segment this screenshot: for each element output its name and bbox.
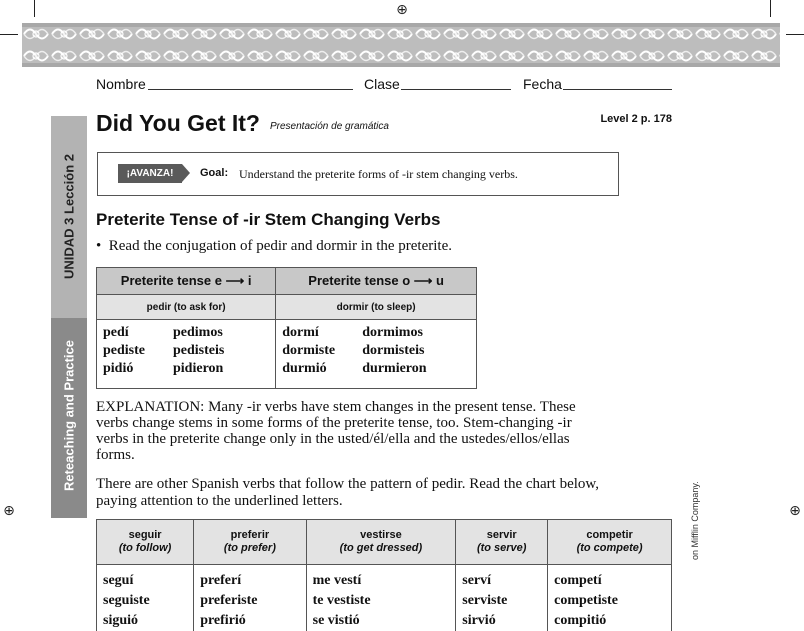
sidebar-unit-label: UNIDAD 3 Lección 2	[62, 147, 77, 287]
level-reference: Level 2 p. 178	[600, 113, 672, 125]
verb-gloss: (to follow)	[119, 542, 172, 554]
conj-header-e-i: Preterite tense e ⟶ i	[97, 268, 276, 295]
dormir-forms	[276, 320, 477, 389]
verb-gloss: (to prefer)	[224, 542, 276, 554]
conj-form: dormisteis	[362, 343, 462, 359]
avanza-badge: ¡AVANZA!	[118, 164, 182, 183]
verb-forms-cell	[456, 565, 548, 631]
registration-mark-icon: ⊕	[2, 504, 16, 518]
verb-forms-cell	[194, 565, 306, 631]
verb-forms-cell	[548, 565, 672, 631]
fecha-label: Fecha	[523, 76, 562, 92]
verb-form: serví	[462, 571, 547, 591]
verb-gloss: (to compete)	[577, 542, 643, 554]
conj-form: pedí	[103, 325, 173, 341]
verb-header	[548, 520, 672, 565]
conj-form: pediste	[103, 343, 173, 359]
verb-name: vestirse	[360, 529, 402, 541]
goal-text: Understand the preterite forms of -ir stem changing verbs.	[239, 167, 518, 182]
bullet-text: Read the conjugation of pedir and dormir in the preterite.	[109, 238, 452, 254]
nombre-label: Nombre	[96, 76, 146, 92]
verb-forms-cell	[97, 565, 194, 631]
sidebar-section-tab	[51, 318, 87, 518]
clase-label: Clase	[364, 76, 400, 92]
verb-form: se vistió	[313, 611, 456, 631]
conj-verb-dormir: dormir (to sleep)	[276, 295, 477, 320]
conj-form: pedimos	[173, 325, 263, 341]
verb-name: competir	[586, 529, 632, 541]
explanation-text: EXPLANATION: Many -ir verbs have stem changes in the present tense. These verbs change stems in some forms of the preterite tense, too. Stem-changing -ir verbs in the preterite change only in the usted/él/ella and the ustedes/ellos/ellas forms.	[96, 399, 596, 463]
bullet-instruction: • Read the conjugation of pedir and dormir in the preterite.	[96, 238, 452, 255]
verb-form: siguió	[103, 611, 193, 631]
conj-form: durmió	[282, 361, 362, 377]
clase-line[interactable]	[401, 89, 511, 90]
section-title: Preterite Tense of -ir Stem Changing Verbs	[96, 210, 441, 230]
verbs-table	[96, 519, 672, 631]
verb-form: competiste	[554, 591, 671, 611]
verb-gloss: (to get dressed)	[340, 542, 423, 554]
conj-form: dormimos	[362, 325, 462, 341]
conj-header-o-u: Preterite tense o ⟶ u	[276, 268, 477, 295]
verb-header	[194, 520, 306, 565]
verb-form: preferiste	[200, 591, 305, 611]
verb-form: seguiste	[103, 591, 193, 611]
fecha-line[interactable]	[563, 89, 672, 90]
conj-form: durmieron	[362, 361, 462, 377]
page-title: Did You Get It?	[96, 110, 260, 137]
page-subtitle: Presentación de gramática	[270, 121, 389, 132]
verb-form: sirvió	[462, 611, 547, 631]
verb-form: me vestí	[313, 571, 456, 591]
verb-header	[456, 520, 548, 565]
goal-label: Goal:	[200, 167, 228, 179]
pedir-forms	[97, 320, 276, 389]
conj-form: pedisteis	[173, 343, 263, 359]
conj-verb-pedir: pedir (to ask for)	[97, 295, 276, 320]
verb-form: preferí	[200, 571, 305, 591]
registration-mark-icon: ⊕	[395, 3, 409, 17]
sidebar-section-label: Reteaching and Practice	[62, 336, 77, 496]
crop-mark	[786, 34, 804, 35]
verb-header	[97, 520, 194, 565]
conj-form: pidió	[103, 361, 173, 377]
verb-name: preferir	[231, 529, 270, 541]
verb-name: seguir	[129, 529, 162, 541]
nombre-line[interactable]	[148, 89, 353, 90]
conj-form: pidieron	[173, 361, 263, 377]
verb-forms-cell	[306, 565, 456, 631]
pattern-paragraph: There are other Spanish verbs that follow the pattern of pedir. Read the chart below, paying attention to the underlined letters.	[96, 476, 616, 510]
verb-form: seguí	[103, 571, 193, 591]
verb-name: servir	[487, 529, 517, 541]
conj-form: dormiste	[282, 343, 362, 359]
crop-mark	[34, 0, 35, 17]
decorative-banner	[22, 23, 780, 67]
conjugation-table	[96, 267, 477, 389]
sidebar-unit-tab	[51, 116, 87, 318]
crop-mark	[770, 0, 771, 17]
verb-header	[306, 520, 456, 565]
verb-form: prefirió	[200, 611, 305, 631]
verb-gloss: (to serve)	[477, 542, 527, 554]
verb-form: te vestiste	[313, 591, 456, 611]
student-info-fields	[96, 76, 672, 94]
verb-form: serviste	[462, 591, 547, 611]
crop-mark	[0, 34, 18, 35]
conj-form: dormí	[282, 325, 362, 341]
copyright-text: on Mifflin Company.	[690, 500, 700, 560]
registration-mark-icon: ⊕	[788, 504, 802, 518]
verb-form: compitió	[554, 611, 671, 631]
goal-box	[97, 152, 619, 196]
verb-form: competí	[554, 571, 671, 591]
